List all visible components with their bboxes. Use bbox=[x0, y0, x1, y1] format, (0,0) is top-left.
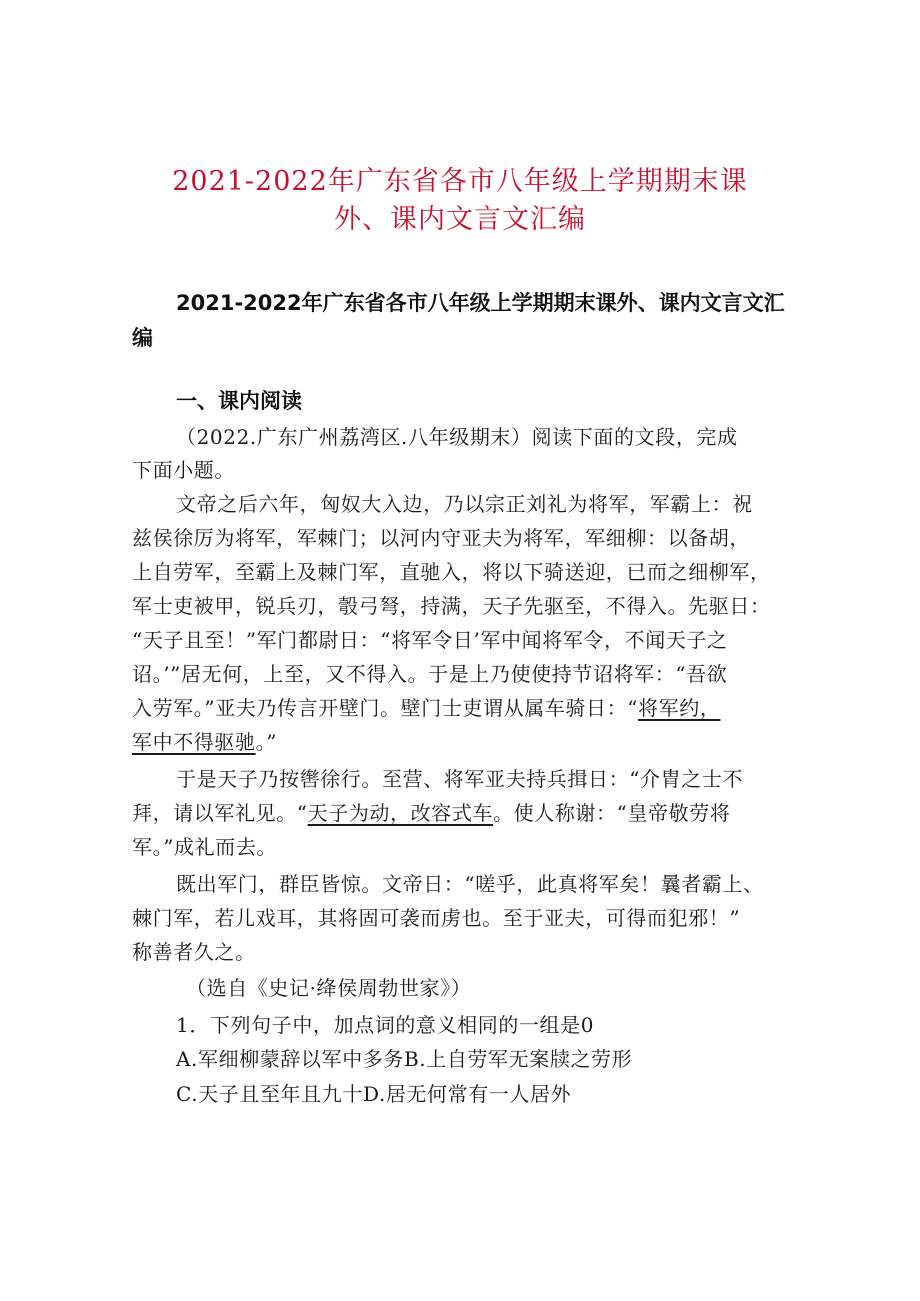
passage-line: 军。”成礼而去。 bbox=[132, 835, 278, 859]
passage-line bbox=[132, 798, 730, 828]
passage-line: 棘门军，若儿戏耳，其将固可袭而虏也。至于亚夫，可得而犯邪！” bbox=[132, 906, 741, 930]
passage-text: 。使人称谢：“皇帝敬劳将 bbox=[493, 801, 731, 825]
intro-line-1: （2022.广东广州荔湾区.八年级期末）阅读下面的文段，完成 bbox=[176, 425, 738, 449]
passage-line: 既出军门，群臣皆惊。文帝日：“嗟乎，此真将军矣！曩者霸上、 bbox=[176, 872, 764, 896]
underlined-sentence: 将军约， bbox=[638, 696, 721, 720]
passage-line: 军士吏被甲，锐兵刃，彀弓弩，持满，天子先驱至，不得入。先驱日： bbox=[132, 594, 771, 618]
passage-text: 拜，请以军礼见。“ bbox=[132, 801, 308, 825]
document-title-line-1: 2021-2022年广东省各市八年级上学期期末课 bbox=[172, 166, 748, 197]
passage-line: 上自劳军，至霸上及棘门军，直驰入，将以下骑送迎，已而之细柳军， bbox=[132, 560, 771, 584]
question-options-cd: C.天子且至年且九十D.居无何常有一人居外 bbox=[176, 1082, 572, 1106]
passage-line bbox=[132, 693, 720, 723]
section-heading-line-2: 编 bbox=[132, 326, 153, 350]
question-stem: 1．下列句子中，加点词的意义相同的一组是0 bbox=[176, 1013, 595, 1037]
passage-line: “天子且至！”军门都尉日：“将军令日’军中闻将军令，不闻天子之 bbox=[132, 628, 728, 652]
passage-line: 诏。’”居无何，上至，又不得入。于是上乃使使持节诏将军：“吾欲 bbox=[132, 662, 728, 686]
passage-text: 。” bbox=[255, 730, 278, 754]
subsection-heading: 一、课内阅读 bbox=[176, 389, 302, 413]
passage-line: 称善者久之。 bbox=[132, 940, 256, 964]
section-heading-line-1: 2021-2022年广东省各市八年级上学期期末课外、课内文言文汇 bbox=[176, 291, 785, 315]
intro-line-2: 下面小题。 bbox=[132, 458, 235, 482]
passage-text: 入劳军。”亚夫乃传言开壁门。壁门士吏谓从属车骑日：“ bbox=[132, 696, 639, 720]
question-options-ab: A.军细柳蒙辞以军中多务B.上自劳军无案牍之劳形 bbox=[176, 1047, 633, 1071]
passage-line: 兹侯徐厉为将军，军棘门；以河内守亚夫为将军，军细柳：以备胡， bbox=[132, 526, 750, 550]
document-title-line-2: 外、课内文言文汇编 bbox=[334, 204, 586, 235]
passage-line: 于是天子乃按辔徐行。至营、将军亚夫持兵揖日：“介胄之士不 bbox=[176, 767, 744, 791]
passage-line bbox=[132, 727, 277, 757]
passage-line: 文帝之后六年，匈奴大入边，乃以宗正刘礼为将军，军霸上：祝 bbox=[176, 492, 753, 516]
source-citation: （选自《史记·绛侯周勃世家》） bbox=[186, 976, 472, 1000]
underlined-sentence: 天子为动，改容式车 bbox=[307, 801, 494, 825]
underlined-sentence: 军中不得驱驰 bbox=[132, 730, 256, 754]
